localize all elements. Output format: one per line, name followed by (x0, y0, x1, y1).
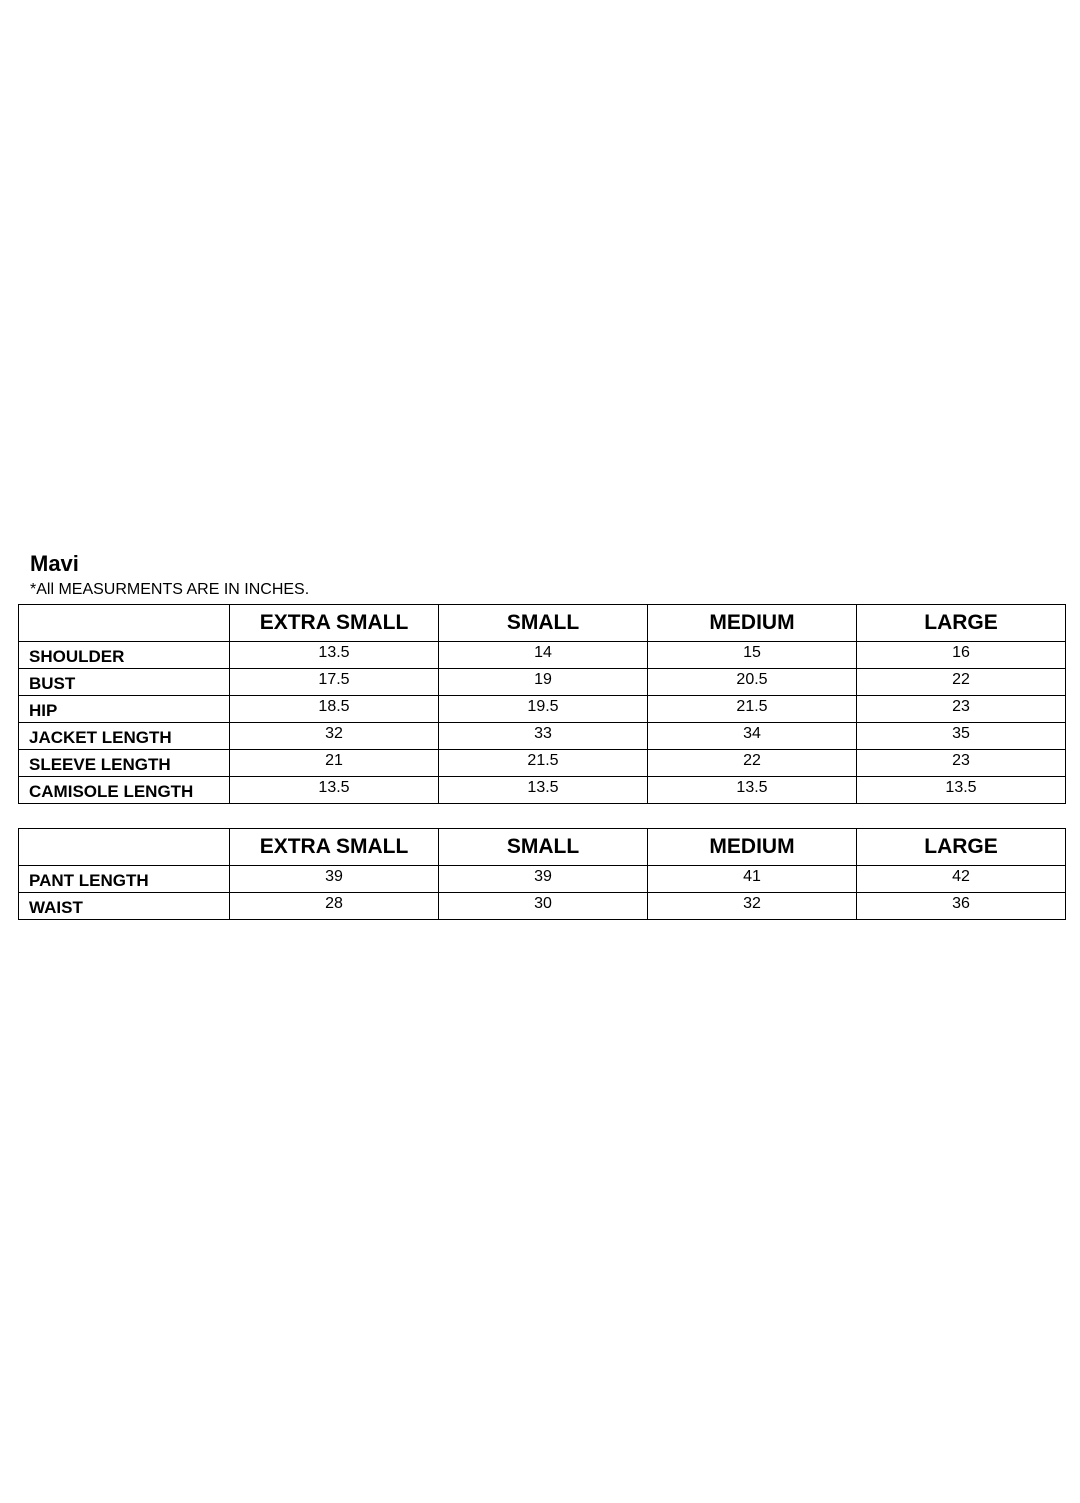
table-cell: 18.5 (230, 696, 439, 723)
table-cell: 14 (439, 642, 648, 669)
column-header: EXTRA SMALL (230, 829, 439, 866)
table-cell: 23 (857, 696, 1066, 723)
table-row (19, 777, 1066, 804)
table-row (19, 642, 1066, 669)
row-label: WAIST (19, 893, 230, 920)
table-cell: 19.5 (439, 696, 648, 723)
table-cell: 30 (439, 893, 648, 920)
corner-cell (19, 605, 230, 642)
row-label: PANT LENGTH (19, 866, 230, 893)
table-cell: 20.5 (648, 669, 857, 696)
table-cell: 42 (857, 866, 1066, 893)
table-cell: 35 (857, 723, 1066, 750)
table-cell: 39 (230, 866, 439, 893)
table-cell: 16 (857, 642, 1066, 669)
table-cell: 41 (648, 866, 857, 893)
row-label: BUST (19, 669, 230, 696)
table-cell: 13.5 (857, 777, 1066, 804)
table-cell: 17.5 (230, 669, 439, 696)
table-cell: 36 (857, 893, 1066, 920)
table-row (19, 696, 1066, 723)
table-cell: 15 (648, 642, 857, 669)
column-header: SMALL (439, 605, 648, 642)
table-cell: 21.5 (439, 750, 648, 777)
table-cell: 22 (857, 669, 1066, 696)
column-header: EXTRA SMALL (230, 605, 439, 642)
row-label: CAMISOLE LENGTH (19, 777, 230, 804)
size-table-tops (18, 604, 1066, 804)
corner-cell (19, 829, 230, 866)
header-row (19, 829, 1066, 866)
table-row (19, 893, 1066, 920)
table-row (19, 750, 1066, 777)
table-cell: 19 (439, 669, 648, 696)
table-cell: 21.5 (648, 696, 857, 723)
table-cell: 13.5 (230, 777, 439, 804)
column-header: MEDIUM (648, 605, 857, 642)
table-cell: 22 (648, 750, 857, 777)
table-cell: 13.5 (439, 777, 648, 804)
chart-title: Mavi (30, 551, 79, 576)
table-cell: 32 (648, 893, 857, 920)
table-cell: 39 (439, 866, 648, 893)
size-table-bottoms (18, 828, 1066, 920)
table-cell: 34 (648, 723, 857, 750)
table-row (19, 866, 1066, 893)
column-header: SMALL (439, 829, 648, 866)
table-cell: 32 (230, 723, 439, 750)
column-header: MEDIUM (648, 829, 857, 866)
table-cell: 13.5 (230, 642, 439, 669)
measurement-note: *All MEASURMENTS ARE IN INCHES. (30, 581, 310, 598)
header-row (19, 605, 1066, 642)
table-cell: 28 (230, 893, 439, 920)
row-label: SHOULDER (19, 642, 230, 669)
row-label: HIP (19, 696, 230, 723)
column-header: LARGE (857, 829, 1066, 866)
table-cell: 23 (857, 750, 1066, 777)
table-cell: 21 (230, 750, 439, 777)
column-header: LARGE (857, 605, 1066, 642)
row-label: JACKET LENGTH (19, 723, 230, 750)
table-row (19, 669, 1066, 696)
row-label: SLEEVE LENGTH (19, 750, 230, 777)
table-row (19, 723, 1066, 750)
table-cell: 33 (439, 723, 648, 750)
table-cell: 13.5 (648, 777, 857, 804)
